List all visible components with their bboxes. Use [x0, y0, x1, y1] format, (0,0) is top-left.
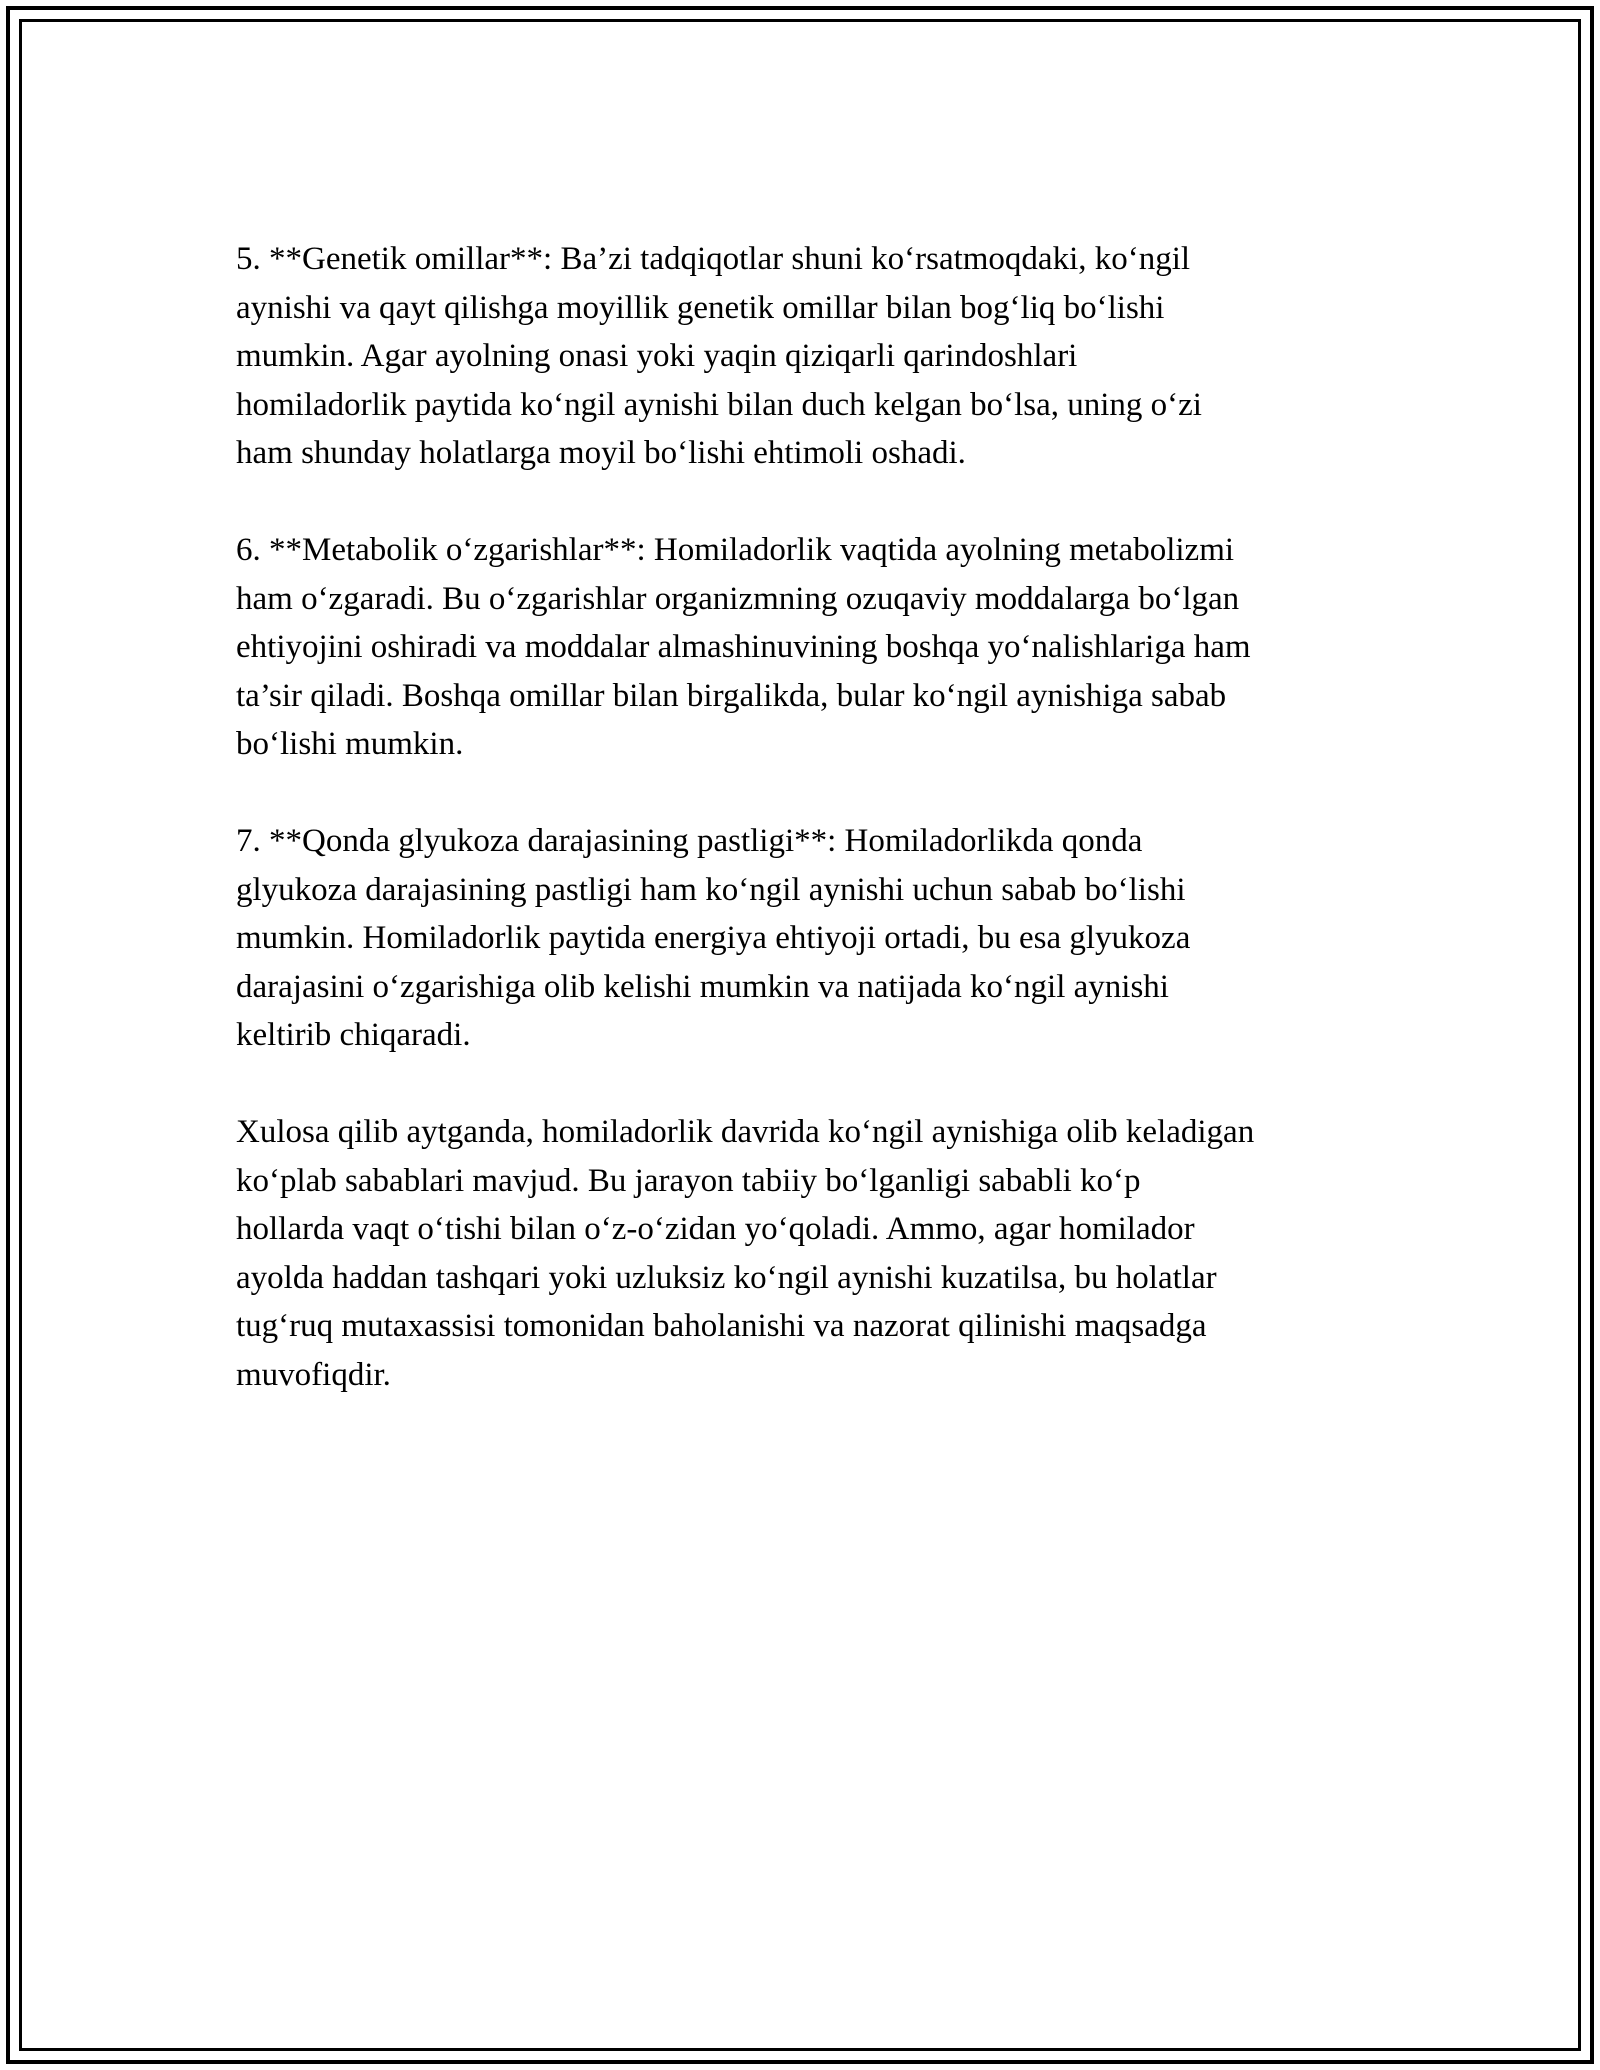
paragraph-metabolic-changes: 6. **Metabolik o‘zgarishlar**: Homiladorlik vaqtida ayolning metabolizmi ham o‘zgaradi. Bu o‘zgarishlar organizmning ozuqaviy moddalarga bo‘lgan ehtiyojini oshiradi va moddalar almashinuvining boshqa yo‘nalishlariga ham ta’sir qiladi. Boshqa omillar bilan birgalikda, bular ko‘ngil aynishiga sabab bo‘lishi mumkin.: [236, 532, 1251, 762]
document-body: [236, 235, 1386, 1448]
paragraph-low-blood-glucose: 7. **Qonda glyukoza darajasining pastligi**: Homiladorlikda qonda glyukoza darajasining pastligi ham ko‘ngil aynishi uchun sabab bo‘lishi mumkin. Homiladorlik paytida energiya ehtiyoji ortadi, bu esa glyukoza darajasini o‘zgarishiga olib kelishi mumkin va natijada ko‘ngil aynishi keltirib chiqaradi.: [236, 823, 1191, 1053]
paragraph-genetic-factors: 5. **Genetik omillar**: Ba’zi tadqiqotlar shuni ko‘rsatmoqdaki, ko‘ngil aynishi va qayt qilishga moyillik genetik omillar bilan bog‘liq bo‘lishi mumkin. Agar ayolning onasi yoki yaqin qiziqarli qarindoshlari homiladorlik paytida ko‘ngil aynishi bilan duch kelgan bo‘lsa, uning o‘zi ham shunday holatlarga moyil bo‘lishi ehtimoli oshadi.: [236, 241, 1202, 471]
paragraph-conclusion: Xulosa qilib aytganda, homiladorlik davrida ko‘ngil aynishiga olib keladigan ko‘plab sabablari mavjud. Bu jarayon tabiiy bo‘lganligi sababli ko‘p hollarda vaqt o‘tishi bilan o‘z-o‘zidan yo‘qoladi. Ammo, agar homilador ayolda haddan tashqari yoki uzluksiz ko‘ngil aynishi kuzatilsa, bu holatlar tug‘ruq mutaxassisi tomonidan baholanishi va nazorat qilinishi maqsadga muvofiqdir.: [236, 1114, 1255, 1393]
